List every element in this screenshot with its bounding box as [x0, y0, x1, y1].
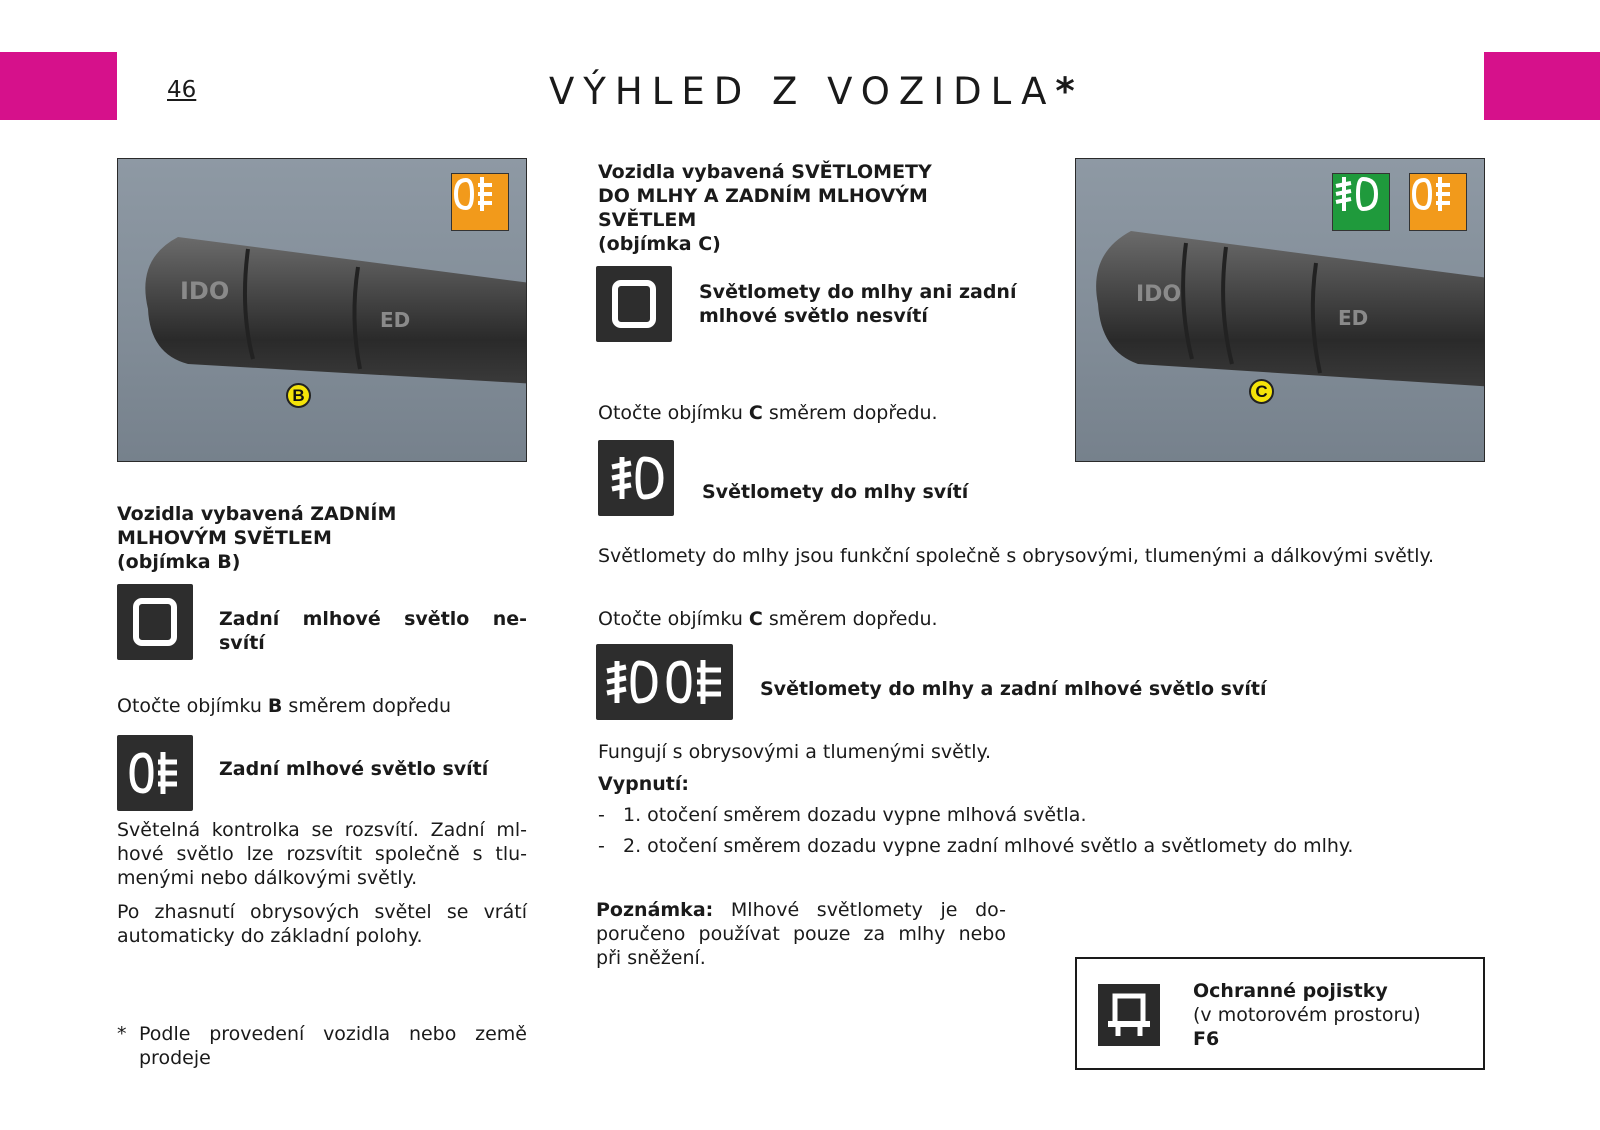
- rear-fog-paragraph-2: [117, 900, 527, 948]
- lights-off-icon: [606, 276, 662, 332]
- ring-c-callout: C: [1249, 379, 1274, 404]
- instruction-text: směrem dopředu.: [762, 402, 938, 424]
- stalk-photo-ring-b: [117, 158, 527, 462]
- front-and-rear-fog-light-icon: [603, 657, 727, 707]
- svg-text:ED: ED: [1338, 306, 1369, 330]
- accent-bar-right: [1484, 52, 1600, 120]
- instruction-text: směrem dopředu.: [762, 608, 938, 630]
- heading-line: Vozidla vybavená ZADNÍM: [117, 503, 397, 525]
- svg-text:IDO: IDO: [1136, 282, 1182, 307]
- svg-text:IDO: IDO: [180, 277, 230, 305]
- list-item-text: 2. otočení směrem dozadu vypne zadní mlhové světlo a světlomety do mlhy.: [623, 835, 1354, 857]
- front-fog-on-label: Světlomety do mlhy svítí: [702, 481, 969, 503]
- svg-text:ED: ED: [380, 308, 411, 332]
- instruction-text: směrem dopředu: [282, 695, 452, 717]
- instruction-key: C: [748, 608, 763, 630]
- list-dash: -: [598, 835, 605, 857]
- label-line: Zadní mlhové světlo ne-: [219, 608, 527, 630]
- fuse-box-icon: [1098, 984, 1160, 1046]
- list-dash: -: [598, 804, 605, 826]
- heading-line: (objímka B): [117, 551, 241, 573]
- footnote-line: prodeje: [139, 1047, 211, 1069]
- both-fog-on-symbol: [596, 644, 733, 720]
- paragraph-line: hové světlo lze rozsvítit společně s tlu-: [117, 843, 527, 865]
- label-line: Světlomety do mlhy ani zadní: [699, 281, 1017, 303]
- switch-off-steps: [598, 803, 1353, 858]
- rear-fog-light-icon: [452, 174, 498, 214]
- page-title-text: VÝHLED Z VOZIDLA: [549, 70, 1056, 113]
- all-fog-off-label: [699, 280, 1016, 328]
- note-line: [596, 898, 1006, 922]
- paragraph-line: Po zhasnutí obrysových světel se vrátí: [117, 901, 527, 923]
- instruction-text: Otočte objímku: [117, 695, 268, 717]
- paragraph-line: menými nebo dálkovými světly.: [117, 867, 418, 889]
- instruction-text: Otočte objímku: [598, 608, 749, 630]
- front-fog-light-icon: [607, 661, 655, 703]
- page-title: [549, 70, 1075, 113]
- heading-line: Vozidla vybavená SVĚTLOMETY: [598, 161, 932, 183]
- front-fog-note: Světlomety do mlhy jsou funkční společně s obrysovými, tlumenými a dálkovými světly.: [598, 545, 1435, 567]
- switch-off-heading: Vypnutí:: [598, 773, 689, 795]
- rear-fog-on-label: Zadní mlhové světlo svítí: [219, 758, 489, 780]
- accent-bar-left: [0, 52, 117, 120]
- page-number: 46: [167, 77, 197, 103]
- instruction-key: B: [267, 695, 283, 717]
- rear-fog-indicator-badge: [1409, 173, 1467, 231]
- fuse-location: (v motorovém prostoru): [1193, 1004, 1421, 1026]
- front-fog-indicator-badge: [1332, 173, 1390, 231]
- lights-off-symbol-c: [596, 266, 672, 342]
- note-line: při sněžení.: [596, 947, 706, 969]
- instruction-text: Otočte objímku: [598, 402, 749, 424]
- heading-line: DO MLHY A ZADNÍM MLHOVÝM: [598, 185, 928, 207]
- paragraph-line: Světelná kontrolka se rozsvítí. Zadní ml-: [117, 819, 527, 841]
- list-item: [598, 803, 1353, 827]
- note-block: [596, 898, 1006, 970]
- fuse-title: Ochranné pojistky: [1193, 980, 1388, 1002]
- both-fog-on-label: Světlomety do mlhy a zadní mlhové světlo svítí: [760, 678, 1267, 700]
- rear-fog-light-icon: [669, 660, 721, 704]
- label-line: mlhové světlo nesvítí: [699, 305, 928, 327]
- instruction-ring-c-1: [598, 401, 938, 425]
- heading-line: (objímka C): [598, 233, 721, 255]
- rear-fog-on-symbol: [117, 735, 193, 811]
- list-item-text: 1. otočení směrem dozadu vypne mlhová světla.: [623, 804, 1087, 826]
- stalk-photo-ring-c: [1075, 158, 1485, 462]
- rear-fog-light-icon: [1410, 174, 1456, 214]
- front-fog-light-icon: [1333, 174, 1379, 214]
- front-fog-section-heading: [598, 160, 932, 256]
- label-line: svítí: [219, 632, 265, 654]
- lights-off-icon: [127, 594, 183, 650]
- note-text: Mlhové světlomety je do-: [730, 899, 1006, 921]
- lights-off-symbol: [117, 584, 193, 660]
- heading-line: MLHOVÝM SVĚTLEM: [117, 527, 332, 549]
- rear-fog-off-label: [219, 607, 527, 655]
- heading-line: SVĚTLEM: [598, 209, 697, 231]
- note-line: poručeno používat pouze za mlhy nebo: [596, 923, 1006, 945]
- front-fog-light-icon: [606, 453, 666, 503]
- both-fog-note: Fungují s obrysovými a tlumenými světly.: [598, 741, 992, 763]
- instruction-key: C: [748, 402, 763, 424]
- footnote-mark: *: [117, 1023, 127, 1045]
- list-item: [598, 834, 1353, 858]
- fuse-info-box: [1075, 957, 1485, 1070]
- rear-fog-indicator-badge: [451, 173, 509, 231]
- front-fog-on-symbol: [598, 440, 674, 516]
- footnote-line: Podle provedení vozidla nebo země: [139, 1023, 527, 1045]
- ring-b-callout: B: [286, 383, 311, 408]
- note-label: Poznámka:: [596, 899, 714, 921]
- rear-fog-light-icon: [127, 749, 183, 797]
- footnote: [117, 1022, 527, 1070]
- instruction-ring-b: [117, 694, 451, 718]
- instruction-ring-c-2: [598, 607, 938, 631]
- rear-fog-section-heading: [117, 502, 396, 574]
- fuse-symbol: [1098, 984, 1160, 1046]
- page-title-mark: *: [1055, 70, 1075, 113]
- fuse-code: F6: [1193, 1028, 1220, 1050]
- rear-fog-paragraph-1: [117, 818, 527, 890]
- paragraph-line: automaticky do základní polohy.: [117, 925, 423, 947]
